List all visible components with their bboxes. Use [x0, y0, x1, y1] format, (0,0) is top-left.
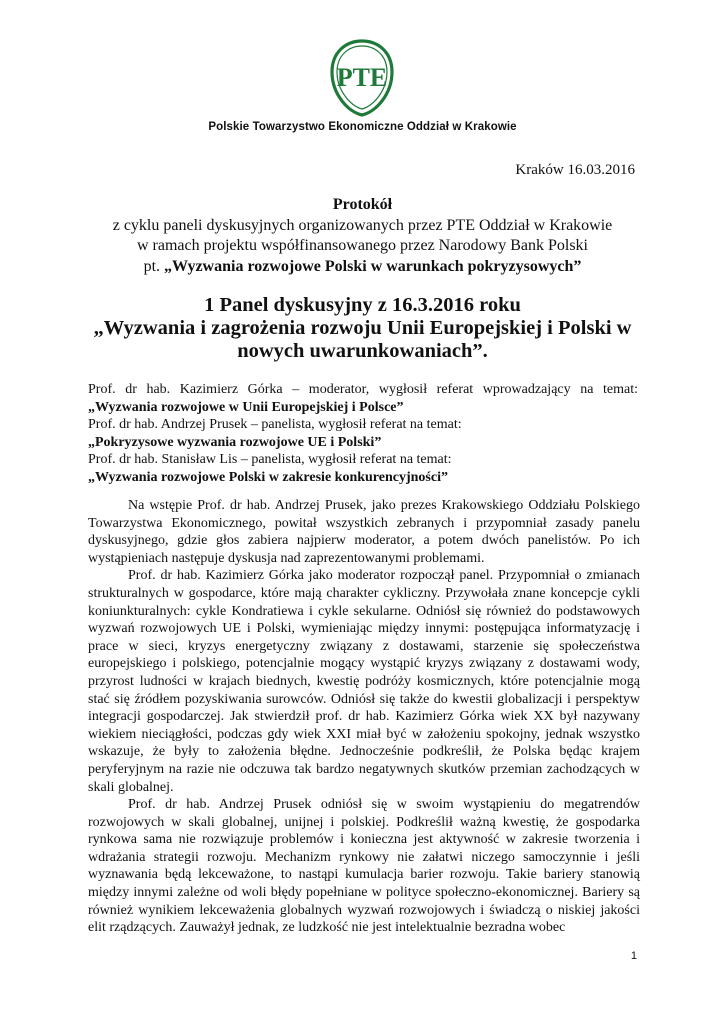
- protocol-subtitle-1: z cyklu paneli dyskusyjnych organizowanych przez PTE Oddział w Krakowie: [112, 216, 613, 234]
- protocol-subtitle-2: w ramach projektu współfinansowanego przez Narodowy Bank Polski: [137, 237, 588, 254]
- logo-text: PTE: [336, 63, 388, 92]
- body-paragraph: Prof. dr hab. Kazimierz Górka jako moderator rozpoczął panel. Przypomniał o zmianach strukturalnych w gospodarce, które mają charakter cykliczny. Przywołała znane koncepcje cykli koniunkturalnych: cykle Kondratiewa i cykle sekularne. Odniósł się również do podstawowych wyzwań rozwojowych UE i Polski, wymieniając między innymi: postępująca informatyzację i prace w sieci, kryzys energetyczny związany z dostawami, starzenie się społeczeństwa europejskiego i polskiego, potencjalnie mogący wystąpić kryzys związany z dostawami wody, przyrost ludności w krajach biednych, kwestię podróży kosmicznych, które potencjalnie mogą stać się źródłem pozyskiwania surowców. Odniósł się także do kwestii globalizacji i perspektyw integracji gospodarczej. Jak stwierdził prof. dr hab. Kazimierz Górka wiek XX był nazywany wiekiem nieciągłości, podczas gdy wiek XXI miał być w założeniu spokojny, jednak wszystko wskazuje, że były to założenia błędne. Jednocześnie podkreślił, że Polska będąc krajem peryferyjnym na razie nie odczuwa tak bardzo negatywnych skutków przemian zachodzących w skali globalnej.: [88, 568, 640, 795]
- speaker-intro: Prof. dr hab. Andrzej Prusek – panelista, wygłosił referat na temat:: [88, 417, 462, 432]
- protocol-subtitle-3: [0, 257, 725, 278]
- speaker-topic: „Pokryzysowe wyzwania rozwojowe UE i Polski”: [88, 434, 382, 450]
- project-name: „Wyzwania rozwojowe Polski w warunkach pokryzysowych”: [164, 257, 582, 275]
- page-number: 1: [630, 950, 637, 962]
- panel-title-line-2: „Wyzwania i zagrożenia rozwoju Unii Europejskiej i Polski w nowych uwarunkowaniach”.: [93, 317, 632, 362]
- document-date: Kraków 16.03.2016: [515, 162, 635, 178]
- organization-name: Polskie Towarzystwo Ekonomiczne Oddział w Krakowie: [208, 121, 517, 133]
- subtitle-prefix: pt.: [143, 257, 165, 275]
- panel-title: [60, 294, 665, 363]
- speaker-intro: Prof. dr hab. Kazimierz Górka – moderator, wygłosił referat wprowadzający na temat:: [88, 382, 638, 397]
- protocol-title: Protokół: [332, 196, 393, 213]
- protocol-header: [0, 195, 725, 277]
- protocol-body: [88, 497, 640, 937]
- speaker-topic: „Wyzwania rozwojowe Polski w zakresie konkurencyjności”: [88, 469, 448, 485]
- speaker-topic: „Wyzwania rozwojowe w Unii Europejskiej i Polsce”: [88, 399, 404, 415]
- body-paragraph: Prof. dr hab. Andrzej Prusek odniósł się w swoim wystąpieniu do megatrendów rozwojowych w skali globalnej, unijnej i polskiej. Podkreślił ważną kwestię, że gospodarka rynkowa sama nie rozwiązuje problemów i konieczna jest aktywność w zakresie tworzenia i wdrażania strategii rozwoju. Mechanizm rynkowy nie załatwi niczego samoczynnie i jeśli wyznawania będą lekceważone, to nastąpi kumulacja barier rozwoju. Takie bariery stanowią między innymi zależne od woli błędy popełniane w polityce społeczno-ekonomicznej. Bariery są również wynikiem lekceważenia globalnych wyzwań rozwojowych i świadczą o niskiej jakości elit rządzących. Zauważył jednak, ze ludzkość nie jest intelektualnie bezradna wobec: [88, 797, 640, 936]
- speakers-list: [88, 381, 638, 486]
- speaker-intro: Prof. dr hab. Stanisław Lis – panelista, wygłosił referat na temat:: [88, 452, 452, 467]
- panel-title-line-1: 1 Panel dyskusyjny z 16.3.2016 roku: [204, 294, 521, 316]
- pte-logo: [326, 38, 398, 118]
- body-paragraph: Na wstępie Prof. dr hab. Andrzej Prusek, jako prezes Krakowskiego Oddziału Polskiego Towarzystwa Ekonomicznego, powitał wszystkich zebranych i przypomniał zasady panelu dyskusyjnego, gdzie głos zabiera najpierw moderator, a potem dwóch panelistów. Po ich wystąpieniach następuje dyskusja nad zaprezentowanymi problemami.: [88, 498, 640, 566]
